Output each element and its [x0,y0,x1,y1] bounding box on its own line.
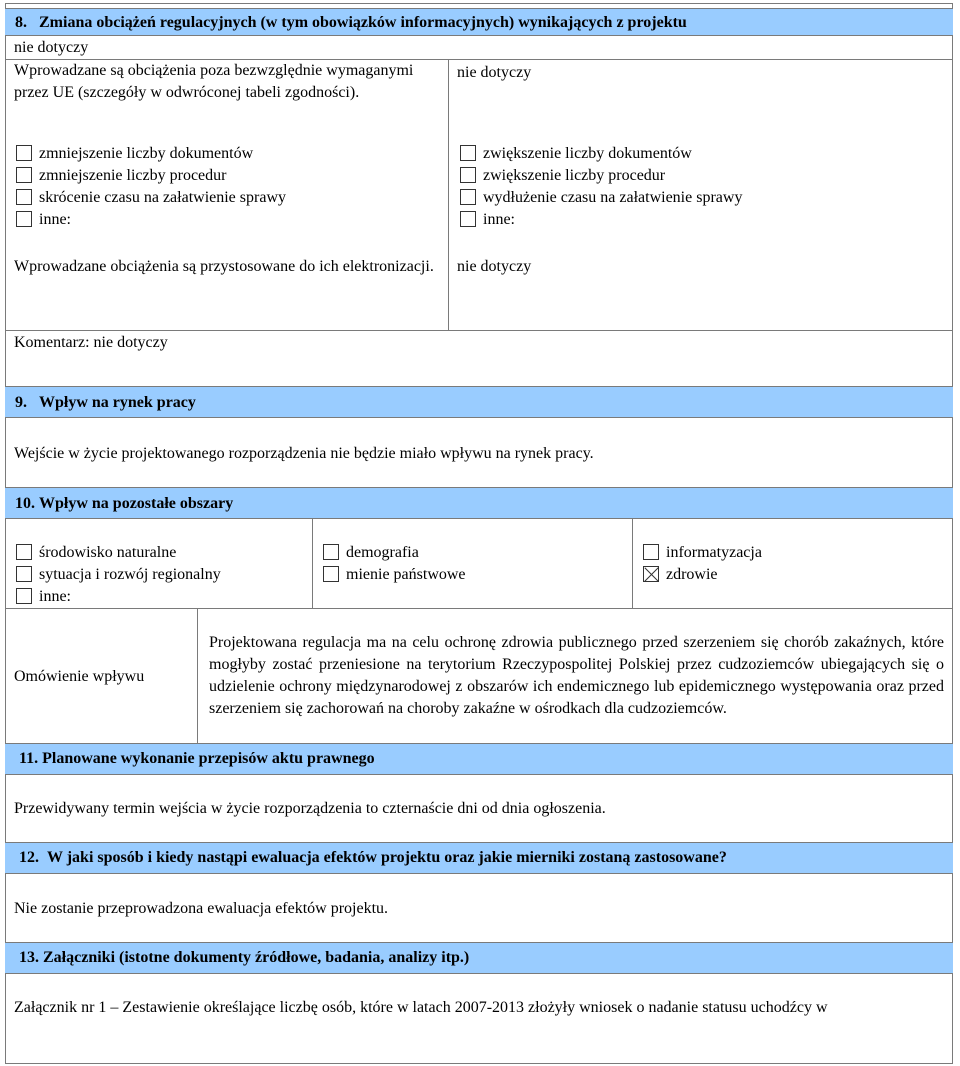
checkbox-row[interactable] [16,143,286,165]
section-9-title: 9. Wpływ na rynek pracy [15,394,196,411]
electronic-value: nie dotyczy [457,258,532,275]
checkbox-row[interactable] [460,143,742,165]
checkbox-row[interactable] [16,209,286,231]
checkbox-icon[interactable] [16,588,32,604]
section-8-status: nie dotyczy [14,39,89,56]
impact-text: Projektowana regulacja ma na celu ochronę zdrowia publicznego przed szerzeniem się chorób zakaźnych, które mogłyby zostać przeniesione na terytorium Rzeczypospolitej Polskiej przez cudzoziemców ubiegających się o udzielenie ochrony międzynarodowej z obszarów ich endemicznego lub epidemicznego występowania oraz przed szerzeniem się zachorowań na choroby zakaźne w ośrodkach dla cudzoziemców. [209,634,944,717]
areas-col-1 [16,542,221,608]
checkbox-label: demografia [346,544,419,561]
checkbox-icon[interactable] [460,167,476,183]
decrease-list [16,143,286,231]
checkbox-icon[interactable] [460,189,476,205]
section-11-header [5,743,953,775]
checkbox-row[interactable] [460,187,742,209]
areas-col-2 [323,542,466,586]
column-divider [197,608,198,743]
checkbox-row[interactable] [643,564,762,586]
checkbox-label: sytuacja i rozwój regionalny [39,566,221,583]
checkbox-label: inne: [39,211,71,228]
checkbox-label: skrócenie czasu na załatwienie sprawy [39,189,286,206]
checkbox-icon[interactable] [460,145,476,161]
checkbox-icon[interactable] [16,211,32,227]
checkbox-icon[interactable] [460,211,476,227]
checkbox-label: zmniejszenie liczby procedur [39,167,227,184]
section-8-header [5,8,953,36]
section-9-text: Wejście w życie projektowanego rozporządzenia nie będzie miało wpływu na rynek pracy. [14,445,594,462]
checkbox-label: zwiększenie liczby procedur [483,167,666,184]
increase-list [460,143,742,231]
section-10-title: 10. Wpływ na pozostałe obszary [15,495,234,512]
column-divider [632,519,633,608]
checkbox-label: zwiększenie liczby dokumentów [483,145,692,162]
checkbox-label: zdrowie [666,566,718,583]
checkbox-row[interactable] [16,586,221,608]
electronic-text: Wprowadzane obciążenia są przystosowane do ich elektronizacji. [14,258,434,275]
divider [5,330,953,331]
section-8-title: 8. Zmiana obciążeń regulacyjnych (w tym obowiązków informacyjnych) wynikających z projektu [15,14,687,31]
checkbox-label: środowisko naturalne [39,544,177,561]
checkbox-row[interactable] [323,564,466,586]
checkbox-icon[interactable] [16,167,32,183]
section-13-header [5,942,953,974]
checked-checkbox-icon[interactable] [643,566,659,582]
section-9-header [5,386,953,418]
checkbox-row[interactable] [323,542,466,564]
checkbox-row[interactable] [460,165,742,187]
divider [5,608,953,609]
checkbox-row[interactable] [643,542,762,564]
checkbox-icon[interactable] [16,544,32,560]
section-13-text: Załącznik nr 1 – Zestawienie określające liczbę osób, które w latach 2007-2013 złożyły wniosek o nadanie statusu uchodźcy w [14,999,828,1016]
checkbox-row[interactable] [16,564,221,586]
checkbox-label: inne: [39,588,71,605]
section-12-header [5,842,953,874]
areas-col-3 [643,542,762,586]
section-8-comment: Komentarz: nie dotyczy [14,334,168,351]
checkbox-label: inne: [483,211,515,228]
section-11-text: Przewidywany termin wejścia w życie rozporządzenia to czternaście dni od dnia ogłoszenia. [14,800,606,817]
checkbox-label: wydłużenie czasu na załatwienie sprawy [483,189,743,206]
checkbox-label: mienie państwowe [346,566,466,583]
checkbox-icon[interactable] [323,566,339,582]
checkbox-row[interactable] [16,187,286,209]
beyond-eu-value: nie dotyczy [457,64,532,81]
section-12-text: Nie zostanie przeprowadzona ewaluacja efektów projektu. [14,900,389,917]
checkbox-icon[interactable] [643,544,659,560]
checkbox-row[interactable] [16,542,221,564]
checkbox-icon[interactable] [323,544,339,560]
column-divider [448,59,449,330]
checkbox-icon[interactable] [16,189,32,205]
checkbox-row[interactable] [460,209,742,231]
beyond-eu-text: Wprowadzane są obciążenia poza bezwzględnie wymaganymi przez UE (szczegóły w odwróconej tabeli zgodności). [14,62,414,101]
checkbox-label: informatyzacja [666,544,762,561]
section-13-title: 13. Załączniki (istotne dokumenty źródłowe, badania, analizy itp.) [19,949,470,966]
impact-label: Omówienie wpływu [14,668,145,685]
section-12-title: 12. W jaki sposób i kiedy nastąpi ewaluacja efektów projektu oraz jakie mierniki zostaną zastosowane? [19,849,727,866]
checkbox-icon[interactable] [16,145,32,161]
section-11-title: 11. Planowane wykonanie przepisów aktu prawnego [19,750,375,767]
column-divider [312,519,313,608]
checkbox-row[interactable] [16,165,286,187]
section-10-header [5,487,953,519]
checkbox-label: zmniejszenie liczby dokumentów [39,145,254,162]
checkbox-icon[interactable] [16,566,32,582]
